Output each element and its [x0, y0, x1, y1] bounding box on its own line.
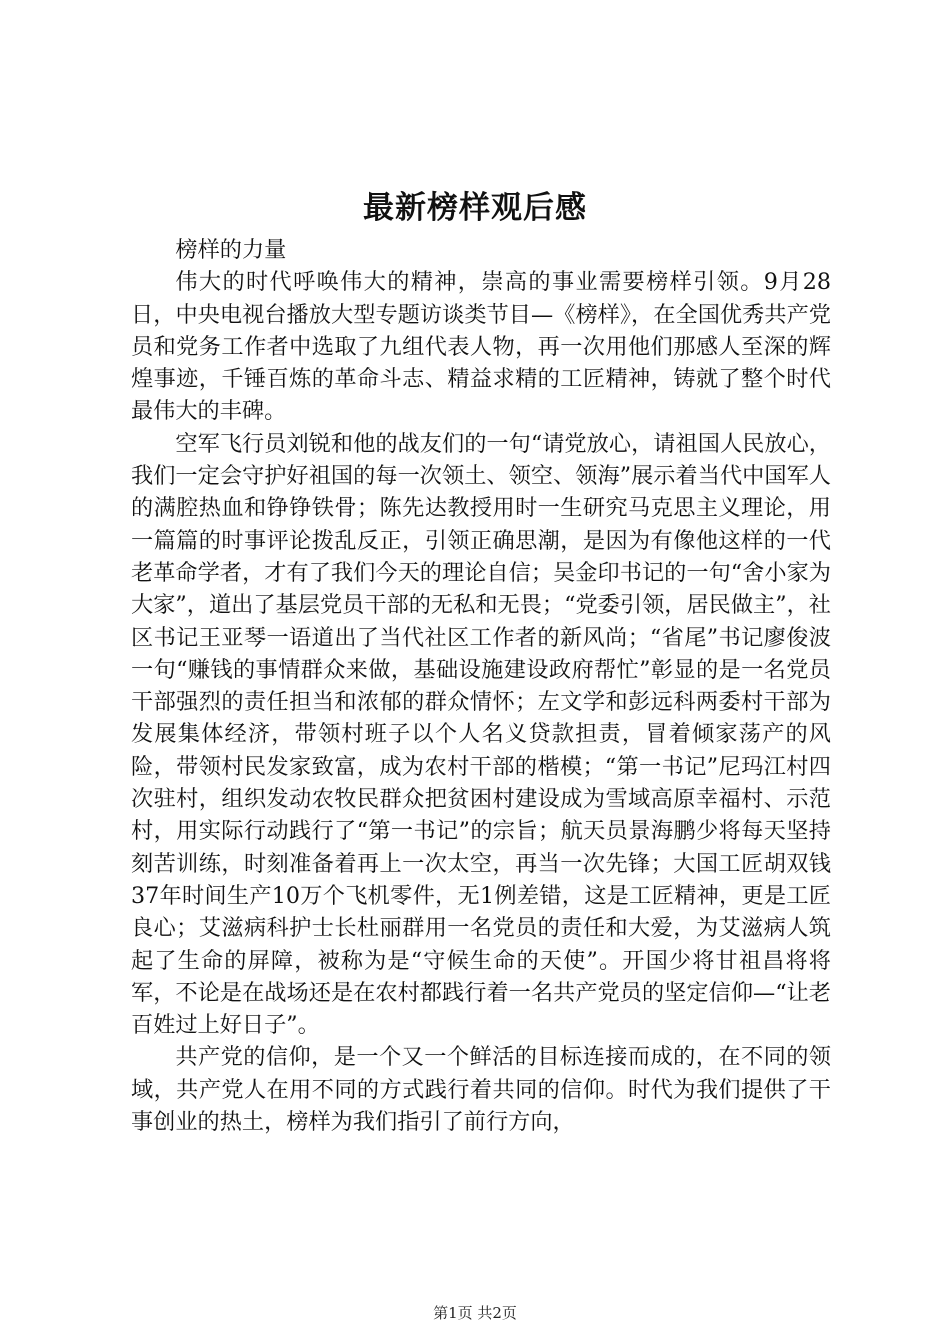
paragraph-belief: 共产党的信仰，是一个又一个鲜活的目标连接而成的，在不同的领域，共产党人在用不同的方式践行着共同的信仰。时代为我们提供了干事创业的热土，榜样为我们指引了前行方向，: [131, 1044, 831, 1136]
document-body: [131, 234, 831, 1138]
paragraph-examples: 空军飞行员刘锐和他的战友们的一句“请党放心，请祖国人民放心，我们一定会守护好祖国的每一次领土、领空、领海”展示着当代中国军人的满腔热血和铮铮铁骨；陈先达教授用时一生研究马克思主义理论，用一篇篇的时事评论拨乱反正，引领正确思潮，是因为有像他这样的一代老革命学者，才有了我们今天的理论自信；吴金印书记的一句“舍小家为大家”，道出了基层党员干部的无私和无畏；“党委引领，居民做主”，社区书记王亚琴一语道出了当代社区工作者的新风尚；“省尾”书记廖俊波一句“赚钱的事情群众来做，基础设施建设政府帮忙”彰显的是一名党员干部强烈的责任担当和浓郁的群众情怀；左文学和彭远科两委村干部为发展集体经济，带领村班子以个人名义贷款担责，冒着倾家荡产的风险，带领村民发家致富，成为农村干部的楷模；“第一书记”尼玛江村四次驻村，组织发动农牧民群众把贫困村建设成为雪域高原幸福村、示范村，用实际行动践行了“第一书记”的宗旨；航天员景海鹏少将每天坚持刻苦训练，时刻准备着再上一次太空，再当一次先锋；大国工匠胡双钱37年时间生产10万个飞机零件，无1例差错，这是工匠精神，更是工匠良心；艾滋病科护士长杜丽群用一名党员的责任和大爱，为艾滋病人筑起了生命的屏障，被称为是“守候生命的天使”。开国少将甘祖昌将将军，不论是在战场还是在农村都践行着一名共产党员的坚定信仰—“让老百姓过上好日子”。: [131, 430, 831, 1039]
document-title: 最新榜样观后感: [363, 190, 587, 226]
paragraph-intro: 伟大的时代呼唤伟大的精神，崇高的事业需要榜样引领。9月28日，中央电视台播放大型专题访谈类节目—《榜样》，在全国优秀共产党员和党务工作者中选取了九组代表人物，再一次用他们那感人至深的辉煌事迹，千锤百炼的革命斗志、精益求精的工匠精神，铸就了整个时代最伟大的丰碑。: [131, 269, 831, 425]
page-footer: 第1页 共2页: [433, 1304, 517, 1322]
paragraph-subtitle: 榜样的力量: [175, 237, 287, 263]
